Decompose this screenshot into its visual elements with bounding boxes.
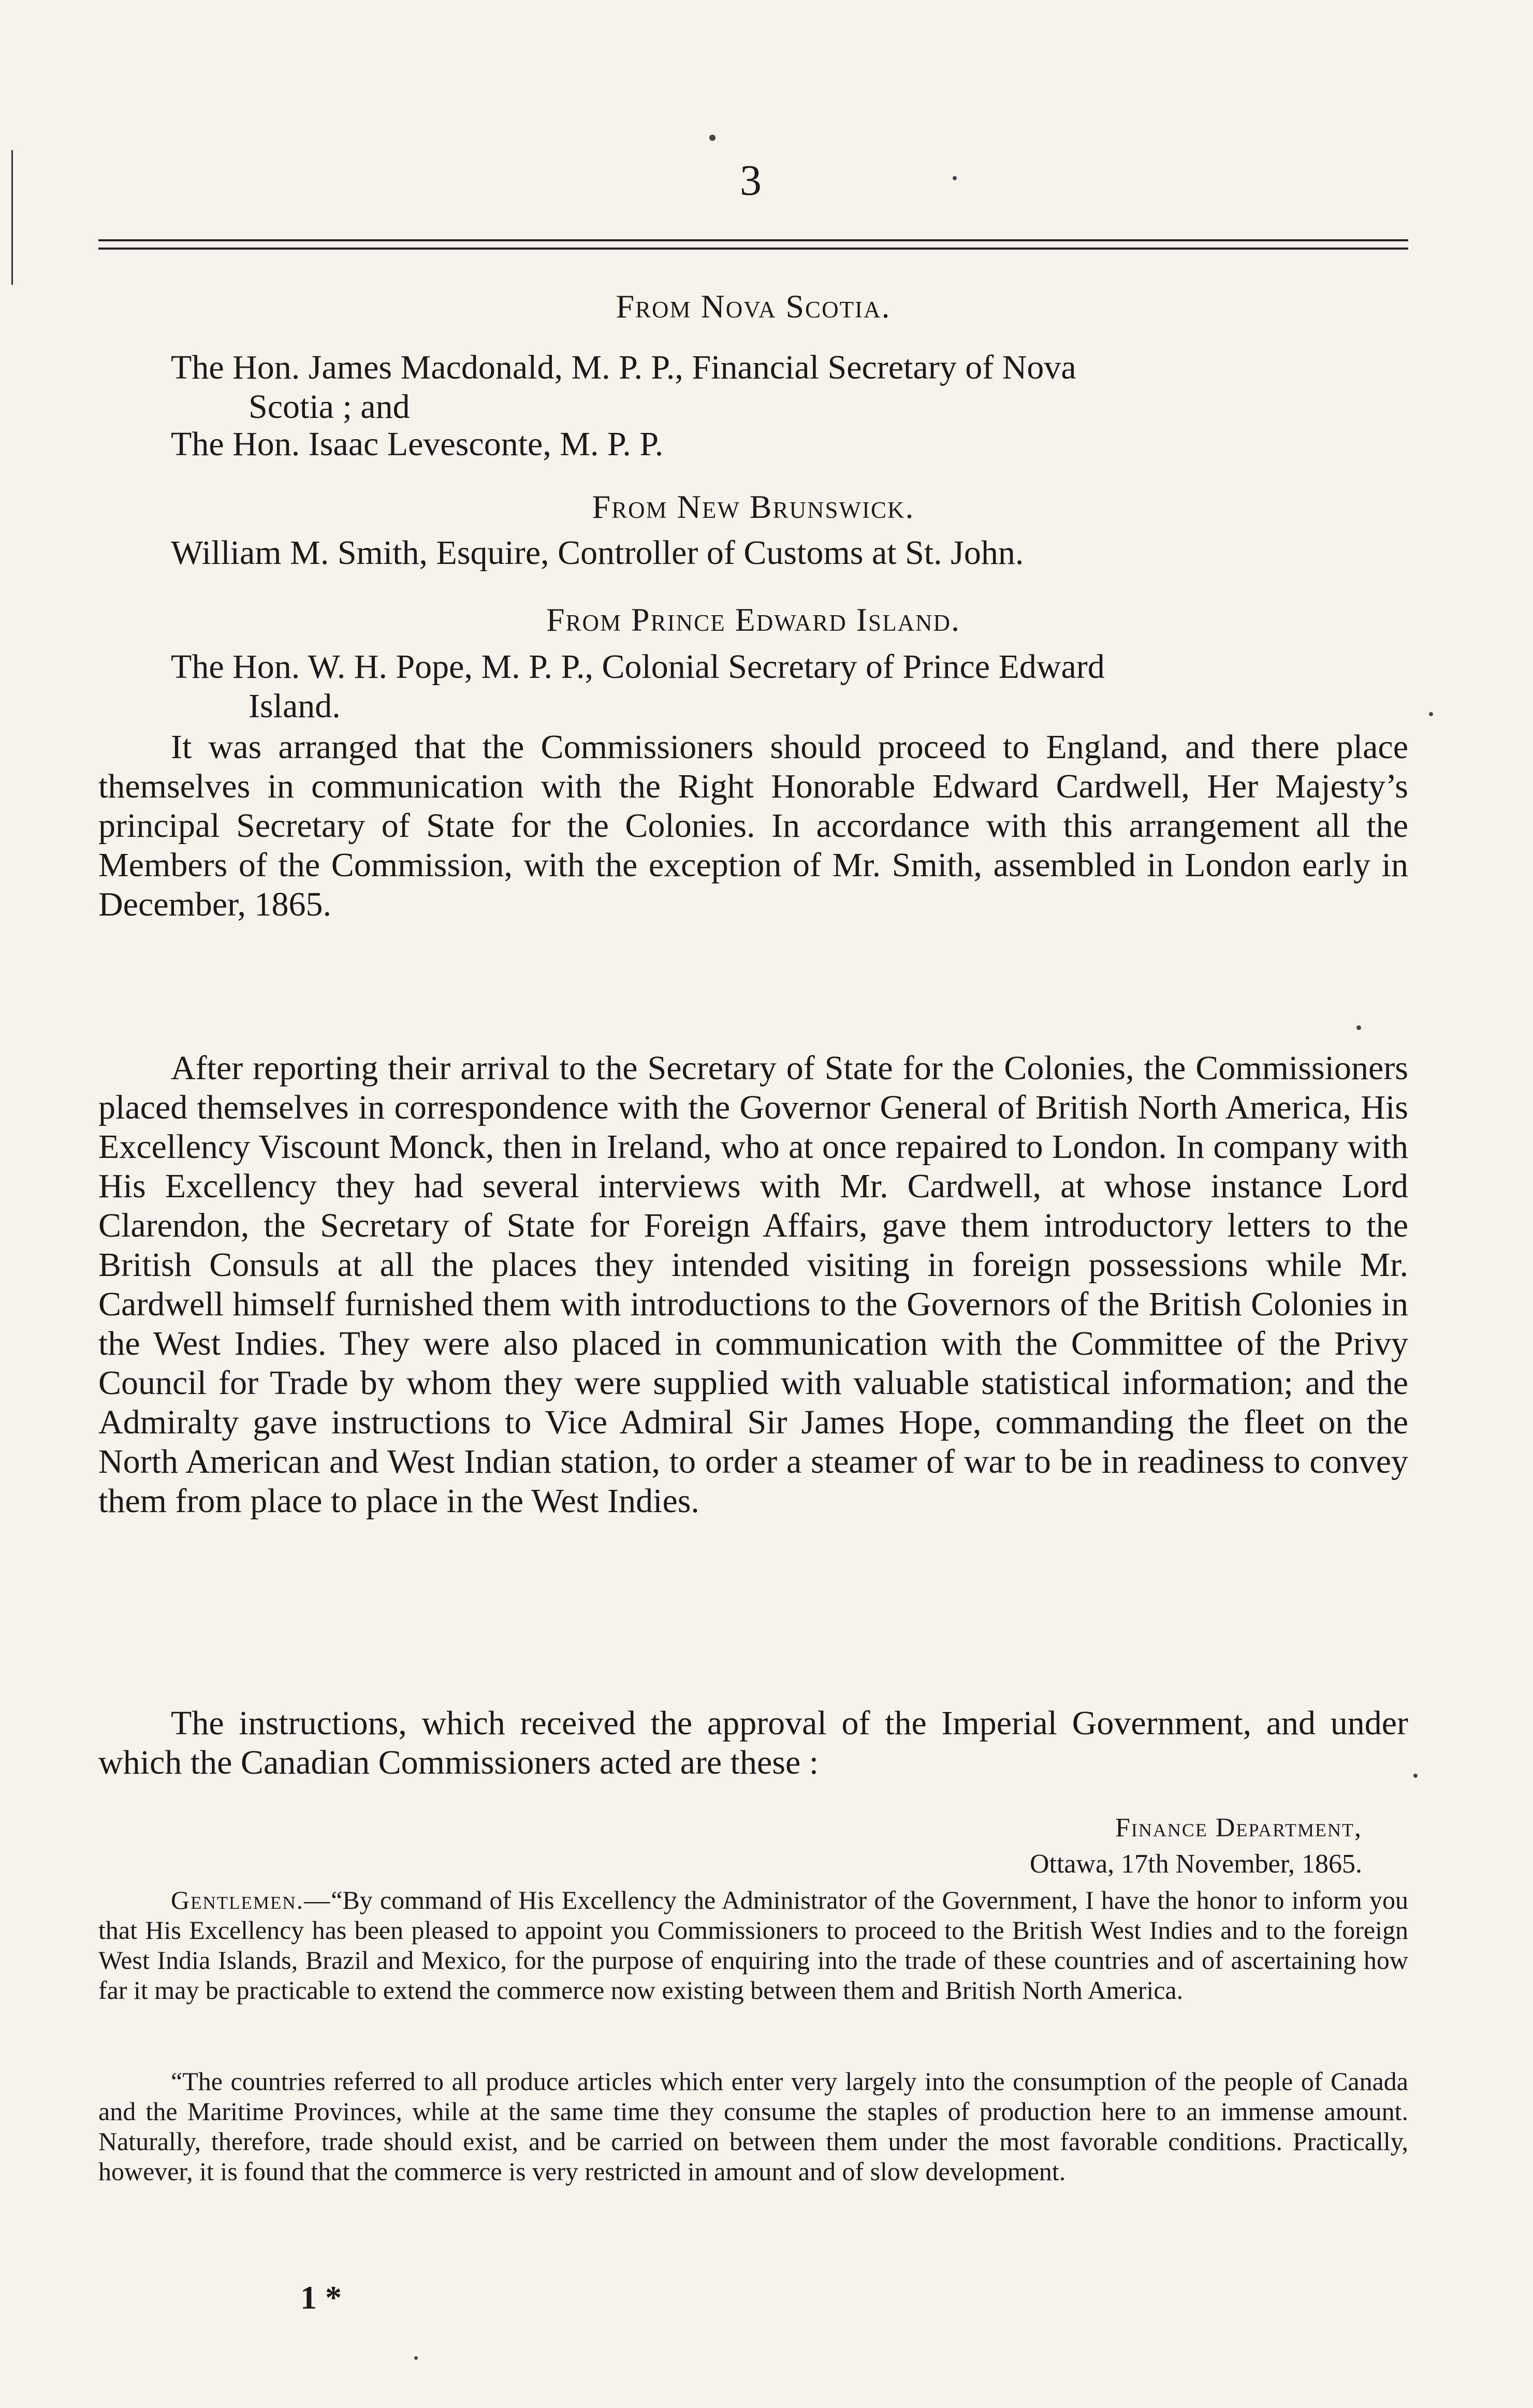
entry-levesconte: The Hon. Isaac Levesconte, M. P. P. bbox=[171, 425, 664, 463]
scan-speck bbox=[709, 135, 716, 141]
scan-speck bbox=[1413, 1774, 1418, 1778]
paragraph-instructions: The instructions, which received the approval of the Imperial Government, and under which the Canadian Commissioners acted are these : bbox=[98, 1704, 1408, 1781]
scan-speck bbox=[953, 176, 957, 180]
letter-place-date: Ottawa, 17th November, 1865. bbox=[1029, 1849, 1362, 1879]
entry-pope-line2: Island. bbox=[249, 687, 341, 725]
paragraph-reporting: After reporting their arrival to the Secretary of State for the Colonies, the Commissioners placed themselves in correspondence with the Governor General of British North America, His Excellency Viscount Monck, then in Ireland, who at once repaired to London. In company with His Excellency they had several interviews with Mr. Cardwell, at whose instance Lord Clarendon, the Secretary of State for Foreign Affairs, gave them introductory letters to the British Consuls at all the places they intended visiting in foreign possessions while Mr. Cardwell himself furnished them with introductions to the Governors of the British Colonies in the West Indies. They were also placed in communication with the Committee of the Privy Council for Trade by whom they were supplied with valuable statistical information; and the Admiralty gave instructions to Vice Admiral Sir James Hope, commanding the fleet on the North American and West Indian station, to order a steamer of war to be in readiness to convey them from place to place in the West Indies. bbox=[98, 1049, 1408, 1520]
letter-body-1: “By command of His Excellency the Administrator of the Government, I have the honor to inform you that His Excellency has been pleased to appoint you Commissioners to proceed to the British West Indies and to the foreign West India Islands, Brazil and Mexico, for the purpose of enquiring into the trade of these countries and of ascertaining how far it may be practicable to extend the commerce now existing between them and British North America. bbox=[98, 1885, 1408, 2005]
entry-macdonald bbox=[171, 348, 1408, 427]
scan-speck bbox=[1356, 1025, 1361, 1030]
entry-pope-line1: The Hon. W. H. Pope, M. P. P., Colonial Secretary of Prince Edward bbox=[171, 648, 1105, 686]
letter-salutation: Gentlemen.— bbox=[171, 1885, 331, 1914]
signature-mark: 1 * bbox=[300, 2279, 342, 2316]
paragraph-arrangement: It was arranged that the Commissioners should proceed to England, and there place themselves in communication with the Right Honorable Edward Cardwell, Her Majesty’s principal Secretary of State for the Colonies. In accordance with this arrangement all the Members of the Commission, with the exception of Mr. Smith, assembled in London early in December, 1865. bbox=[98, 728, 1408, 923]
entry-macdonald-line1: The Hon. James Macdonald, M. P. P., Financial Secretary of Nova bbox=[171, 349, 1076, 386]
letter-paragraph-2: “The countries referred to all produce articles which enter very largely into the consumption of the people of Canada and the Maritime Provinces, while at the same time they consume the staples of production here to an immense amount. Naturally, therefore, trade should exist, and be carried on between them under the most favorable conditions. Practically, however, it is found that the commerce is very restricted in amount and of slow development. bbox=[98, 2067, 1408, 2186]
page-number: 3 bbox=[740, 156, 762, 205]
heading-new-brunswick: From New Brunswick. bbox=[592, 488, 915, 525]
letter-paragraph-1 bbox=[98, 1885, 1408, 2005]
heading-nova-scotia: From Nova Scotia. bbox=[616, 288, 891, 325]
entry-pope bbox=[171, 647, 1408, 726]
letter-department: Finance Department, bbox=[1115, 1813, 1362, 1843]
heading-prince-edward-island: From Prince Edward Island. bbox=[546, 601, 961, 638]
header-rule bbox=[98, 248, 1408, 250]
scan-speck bbox=[1429, 712, 1433, 716]
scan-speck bbox=[414, 2356, 418, 2360]
letter-heading bbox=[1030, 1810, 1362, 1882]
header-rule bbox=[98, 239, 1408, 241]
entry-macdonald-line2: Scotia ; and bbox=[249, 388, 410, 426]
margin-line bbox=[11, 150, 13, 285]
entry-smith: William M. Smith, Esquire, Controller of Customs at St. John. bbox=[171, 534, 1024, 572]
